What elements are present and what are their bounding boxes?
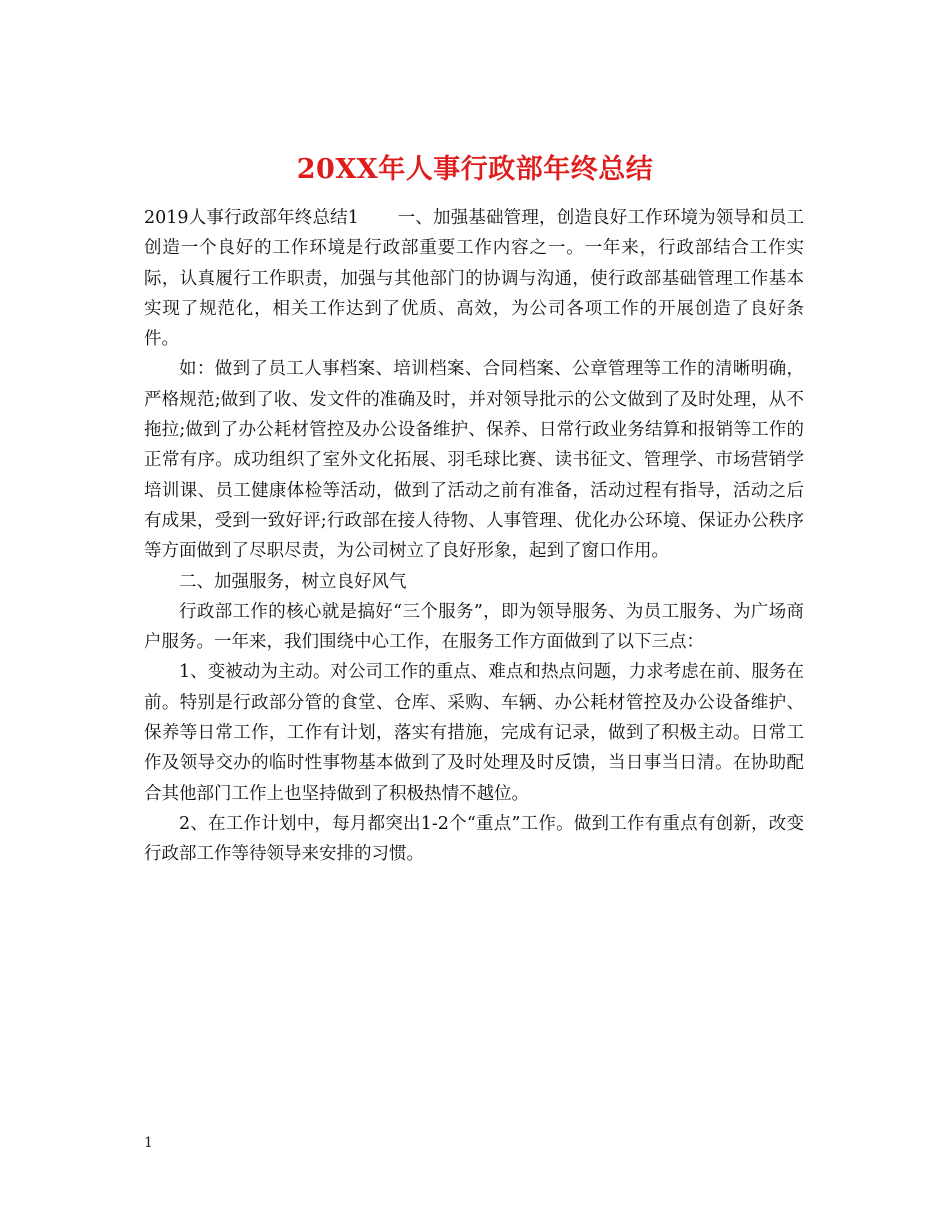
intro-rest: 一、加强基础管理，创造良好工作环境为领导和员工创造一个良好的工作环境是行政部重要工作内容之一。一年来，行政部结合工作实际，认真履行工作职责，加强与其他部门的协调与沟通，使行政部基础管理工作基本实现了规范化，相关工作达到了优质、高效，为公司各项工作的开展创造了良好条件。 bbox=[144, 208, 804, 350]
page-number: 1 bbox=[144, 1135, 153, 1151]
document-body bbox=[144, 203, 804, 870]
paragraph-point-2: 2、在工作计划中，每月都突出1-2个“重点”工作。做到工作有重点有创新，改变行政部工作等待领导来安排的习惯。 bbox=[144, 813, 804, 865]
section-heading-service: 二、加强服务，树立良好风气 bbox=[179, 571, 407, 592]
intro-lead: 2019人事行政部年终总结1 bbox=[144, 208, 359, 228]
paragraph-three-services: 行政部工作的核心就是搞好“三个服务”，即为领导服务、为员工服务、为广场商户服务。一年来，我们围绕中心工作，在服务工作方面做到了以下三点： bbox=[144, 601, 804, 653]
paragraph-point-1: 1、变被动为主动。对公司工作的重点、难点和热点问题，力求考虑在前、服务在前。特别是行政部分管的食堂、仓库、采购、车辆、办公耗材管控及办公设备维护、保养等日常工作，工作有计划，落实有措施，完成有记录，做到了积极主动。日常工作及领导交办的临时性事物基本做到了及时处理及时反馈，当日事当日清。在协助配合其他部门工作上也坚持做到了积极热情不越位。 bbox=[144, 662, 804, 804]
document-title: 20XX年人事行政部年终总结 bbox=[296, 154, 654, 186]
intro-paragraph bbox=[144, 203, 804, 354]
paragraph-examples: 如：做到了员工人事档案、培训档案、合同档案、公章管理等工作的清晰明确，严格规范;做到了收、发文件的准确及时，并对领导批示的公文做到了及时处理，从不拖拉;做到了办公耗材管控及办公设备维护、保养、日常行政业务结算和报销等工作的正常有序。成功组织了室外文化拓展、羽毛球比赛、读书征文、管理学、市场营销学培训课、员工健康体检等活动，做到了活动之前有准备，活动过程有指导，活动之后有成果，受到一致好评;行政部在接人待物、人事管理、优化办公环境、保证办公秩序等方面做到了尽职尽责，为公司树立了良好形象，起到了窗口作用。 bbox=[144, 359, 804, 562]
